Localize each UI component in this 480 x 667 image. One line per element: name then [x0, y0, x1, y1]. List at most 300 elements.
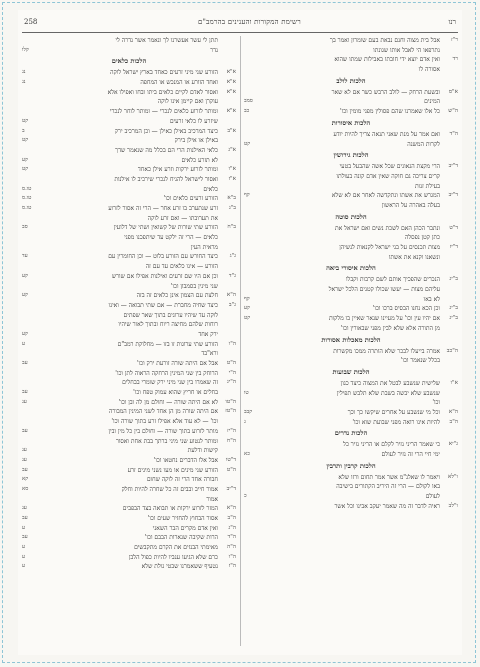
- line-text: ומותר לנטוע שני מיני ברתך בבת אחת ואסור: [115, 437, 218, 445]
- text-line: [244, 492, 458, 502]
- header-rule: [22, 32, 458, 33]
- text-line: [244, 182, 458, 192]
- line-text: מותר לזרוע בתוך שורה — וחולם בין כל מין ובין: [108, 427, 218, 435]
- line-text: אסורה לו: [418, 66, 440, 74]
- heading-text: הלכות נדרים: [334, 429, 368, 438]
- text-line: [244, 65, 458, 75]
- text-line: [244, 88, 458, 98]
- text-line: [244, 450, 458, 460]
- text-line: [22, 437, 236, 447]
- text-line: [22, 340, 236, 350]
- text-line: [22, 504, 236, 514]
- line-text: שני מינין בסמבון וכו': [170, 282, 218, 290]
- section-heading: [244, 366, 458, 379]
- source-reference: ד"יב: [448, 192, 458, 199]
- line-text: לקרות המשנה: [407, 140, 440, 148]
- text-line: [244, 418, 458, 428]
- text-line: [22, 330, 236, 340]
- line-text: באו לקולם — הרי זה היריב הקתורים בישיבה: [336, 483, 440, 491]
- source-reference: ד"יב: [448, 163, 458, 170]
- page-reference: קט: [22, 117, 29, 124]
- text-line: [22, 562, 236, 572]
- page-reference: עג: [22, 505, 27, 512]
- section-heading: [244, 75, 458, 88]
- source-reference: ה"כב: [446, 347, 458, 354]
- page-reference: קע: [244, 305, 250, 312]
- page-reference: קף: [244, 192, 250, 199]
- line-text: אמרה בייעלו לבכר שלא הותרה ממכו מקשרות: [333, 347, 440, 355]
- source-reference: א"ו: [450, 379, 458, 386]
- text-line: [244, 162, 458, 172]
- line-text: ואין אדם מקרים הבר השאני: [152, 524, 218, 532]
- text-line: [244, 398, 458, 408]
- line-text: עליהם מצות — יעשו שכולו קטנים הלכל ישראל: [328, 286, 440, 294]
- line-text: הרות שקיבה שנארות הבבם וכו': [144, 534, 218, 542]
- page-reference: קט: [22, 166, 29, 173]
- heading-text: הלכות כלאים: [111, 57, 147, 66]
- line-text: נתרפאו הי לאבל אותו שגונתו: [373, 46, 440, 54]
- text-line: [22, 46, 236, 56]
- line-text: קרים צריכה גם חוקה שאין אדם קונה בעולתו: [336, 172, 440, 180]
- source-reference: ג"יא: [448, 441, 458, 448]
- line-text: המזר לזרוע ירקות או תבואה בצד הבפבים: [122, 505, 218, 513]
- text-line: [22, 427, 236, 437]
- section-heading: [244, 117, 458, 130]
- document-page: [18, 10, 462, 655]
- line-text: וכו' — לא עוד אלא אפילו זרע בתוך שורה וכו': [111, 418, 218, 426]
- text-line: [22, 165, 236, 175]
- line-text: כלאים: [203, 185, 218, 193]
- text-line: [22, 398, 236, 408]
- page-reference: טו.ס: [22, 195, 32, 202]
- running-title: רשימת המקורות והענינים בהרמב"ם: [198, 18, 301, 26]
- source-reference: ה"ט: [226, 466, 236, 473]
- page-reference: עב: [22, 534, 28, 541]
- source-reference: ב"א: [227, 195, 236, 202]
- line-text: ובשעת הרחק — לולב הרבש כשר אם לא שאר: [331, 88, 440, 96]
- text-line: [244, 440, 458, 450]
- text-line: [22, 136, 236, 146]
- text-line: [22, 68, 236, 78]
- line-text: המגרש את אשתו ונתקדשה לאחר אם לא שלא: [331, 192, 440, 200]
- page-reference: ב: [22, 127, 25, 134]
- line-text: ומותר לזרוע ירקות וזרע אילן כאחד: [137, 166, 218, 174]
- line-text: תתן לי עשר אעשרנו לך ונאמר אשר נדרה לי: [115, 37, 218, 44]
- text-line: [22, 378, 236, 388]
- source-reference: רד: [452, 56, 458, 63]
- text-line: [22, 524, 236, 534]
- text-line: [22, 417, 236, 427]
- source-reference: ה"ד: [449, 130, 458, 137]
- line-text: וכל מי שנשבע על אחרים שיקשו כך וכך: [347, 408, 440, 416]
- line-text: ואסור לישראל להניח לנכרי שירכיב לו אילנות: [114, 175, 218, 183]
- text-line: [244, 36, 458, 46]
- source-reference: ד"ט: [449, 224, 458, 231]
- text-line: [244, 304, 458, 314]
- section-heading: [244, 211, 458, 224]
- line-text: אמור חייב ובבים זה כל שחרה להיות וחלק: [121, 485, 218, 493]
- source-reference: ד"יב: [226, 485, 236, 492]
- line-text: הזורע — אינו כלאים עד עם זה: [145, 263, 218, 271]
- left-column: [22, 36, 236, 648]
- line-text: ירק אחד: [198, 330, 218, 338]
- line-text: זרע שנתערב בו זרע אחר — הרי זה אסור לזרוע: [108, 205, 218, 212]
- text-line: [22, 456, 236, 466]
- line-text: בכלל שנאמר וכו': [400, 357, 440, 365]
- source-reference: ג"ג: [229, 253, 236, 260]
- text-line: [244, 46, 458, 56]
- text-line: [244, 201, 458, 211]
- page-reference: קבב: [244, 408, 253, 415]
- line-text: כיצד החורש עם הזורע בלוט — וכן החומרין עם: [108, 253, 218, 261]
- text-line: [22, 301, 236, 311]
- section-heading: [244, 262, 458, 275]
- text-line: [244, 55, 458, 65]
- source-reference: ה"ו: [228, 340, 236, 347]
- line-text: מן התורה אלא שלא לבין מפני שבאורין וכו': [340, 324, 440, 332]
- line-text: אם יהיו עין וכו' על מעיינו שנאר שאיין בו מלקות: [328, 315, 440, 323]
- page-reference: עב: [22, 389, 28, 396]
- text-line: [244, 389, 458, 399]
- line-text: שנשבע שלא יבשה בשבת שלא תלבש תפילין: [336, 389, 440, 397]
- page-reference: נג: [22, 69, 26, 76]
- line-text: הנכרים שהפכיך אותם לשם קרבות וקבלו: [346, 276, 440, 284]
- source-reference: ה"יז: [227, 427, 236, 434]
- line-text: שיזרע לו כלאי זרעים: [169, 117, 218, 125]
- line-text: כי שאמר הריני נזיר לקלם או הריני נזיר כל: [343, 441, 440, 449]
- page-reference: ע: [22, 340, 26, 347]
- page-reference: טו.ס: [22, 185, 32, 192]
- text-line: [22, 252, 236, 262]
- text-line: [22, 553, 236, 563]
- source-reference: ב"יג: [449, 305, 458, 312]
- source-reference: ב"ח: [227, 224, 236, 231]
- text-line: [244, 314, 458, 324]
- text-line: [22, 272, 236, 282]
- page-reference: נג: [22, 79, 26, 86]
- source-reference: ה"א: [226, 292, 236, 299]
- line-text: לא אם היתה שורה — וחולם מן לה ובן וכו': [118, 398, 218, 406]
- text-line: [22, 359, 236, 369]
- text-line: [22, 185, 236, 195]
- source-reference: ה"ו: [228, 553, 236, 560]
- page-reference: סא: [22, 485, 29, 492]
- source-reference: א"א: [226, 69, 236, 76]
- line-text: זה שאמרו בין שני מיני ירק שומרי בבחלים: [122, 379, 218, 387]
- source-reference: ה"ב: [227, 515, 236, 521]
- line-text: נטעיף ששאמרנו שבטי גולת שלא: [141, 563, 218, 571]
- line-text: אמור: [206, 495, 218, 503]
- text-line: [244, 379, 458, 389]
- source-reference: ר"ז: [451, 37, 458, 43]
- page-reference: קע: [22, 292, 28, 299]
- page-reference: טו: [244, 389, 249, 396]
- line-text: להיות אינו רואה מפני שבועת שוא וכו': [352, 418, 440, 426]
- text-line: [22, 175, 236, 185]
- line-text: הזורע שני מינים או מעו נשני מינים זרע: [127, 466, 218, 474]
- source-reference: ה"ב: [449, 418, 458, 425]
- source-reference: ה"ש: [448, 108, 458, 115]
- page-reference: קט: [244, 140, 251, 147]
- text-line: [244, 295, 458, 305]
- page-reference: קט: [22, 137, 29, 144]
- source-reference: א"ב: [227, 127, 236, 134]
- text-line: [22, 369, 236, 379]
- source-reference: ה"טו: [225, 398, 236, 405]
- column-divider: [240, 36, 241, 646]
- text-line: [244, 140, 458, 150]
- source-reference: א"ס: [448, 88, 458, 95]
- text-line: [244, 191, 458, 201]
- text-line: [22, 466, 236, 476]
- text-line: [22, 446, 236, 456]
- page-reference: עג: [22, 447, 27, 454]
- page-reference: קע: [22, 330, 28, 337]
- line-text: וכו': [432, 399, 440, 407]
- text-line: [22, 204, 236, 214]
- line-text: לוקה עד שיהיו ערוגים בתוך שאר שפתים: [123, 311, 218, 319]
- text-line: [22, 320, 236, 330]
- source-reference: ב"ג: [228, 205, 236, 211]
- source-reference: ה"טז: [225, 408, 236, 415]
- line-text: כיצד שחיה מחברת — אם שתי תבואה — ואינו: [108, 301, 218, 309]
- line-text: אבל אלו הדברים נחטאו וכו': [153, 456, 218, 464]
- line-text: מראית העין: [190, 243, 218, 251]
- line-text: ויאמר לו שאלנ"מ אשר אמר תחום ורזו שלא: [338, 473, 440, 481]
- source-reference: א"ו: [228, 166, 236, 173]
- page-reference: סמב: [244, 98, 253, 105]
- text-line: [22, 485, 236, 495]
- source-reference: ה"א: [226, 505, 236, 512]
- text-line: [244, 253, 458, 263]
- page-reference: כב: [244, 108, 250, 115]
- text-line: [22, 543, 236, 553]
- source-reference: א"א: [226, 79, 236, 86]
- text-line: [244, 130, 458, 140]
- line-text: אם היתה שורה מן הן אחד לשני המינין המבורה: [108, 408, 218, 416]
- section-heading: [22, 55, 236, 68]
- line-text: ואם אמר על מנת שאני תנאה צריך להיות יודע: [333, 130, 440, 138]
- page-reference: ע: [22, 563, 26, 570]
- line-text: ונשאנו וקנא את אשתו: [388, 253, 440, 261]
- line-text: הזורע זרעים כלאים וכו': [163, 195, 218, 203]
- text-line: [244, 97, 458, 107]
- text-line: [244, 347, 458, 357]
- line-text: מצות תכנסים על בני ישראל לקנאות לנשיהן: [339, 244, 440, 251]
- line-text: הזורע שתי שורות של קשואין ושתי של דלועין: [113, 224, 218, 232]
- line-text: וכן הכא נחנו הבסיס ברכו וכו': [372, 305, 440, 313]
- source-reference: ב"יג: [449, 315, 458, 322]
- text-line: [244, 473, 458, 483]
- text-line: [244, 502, 458, 512]
- line-text: לעולם: [425, 493, 440, 501]
- text-line: [244, 224, 458, 234]
- line-text: בעלה באהרה על הראשון: [381, 201, 440, 209]
- source-reference: ה"ט: [226, 360, 236, 366]
- heading-text: הלכות שבועות: [332, 367, 370, 376]
- page-reference: עג: [22, 398, 27, 405]
- text-line: [22, 243, 236, 253]
- line-text: את תערובתו — ואם זרע לוקה: [147, 214, 218, 222]
- heading-text: הלכות קרבין ותרבין: [326, 461, 376, 470]
- page-reference: קע: [22, 272, 28, 279]
- text-line: [22, 291, 236, 301]
- text-line: [22, 88, 236, 98]
- source-reference: ה"ד: [227, 534, 236, 541]
- text-line: [244, 285, 458, 295]
- page-reference: ג: [244, 418, 246, 425]
- text-line: [22, 282, 236, 292]
- line-text: אבל בית מצוה וחנם נבאת בעם שומרון ואמר בך: [329, 37, 440, 44]
- text-line: [22, 97, 236, 107]
- page-reference: קא: [22, 476, 29, 483]
- text-line: [244, 233, 458, 243]
- page-reference: קף: [244, 295, 250, 302]
- line-text: ואסור לאדם לקיים כלאים ביתו ובחו ואפילו אלא: [107, 88, 218, 96]
- page-reference: ע: [22, 553, 26, 560]
- section-heading: [244, 334, 458, 347]
- text-line: [244, 243, 458, 253]
- line-text: הרוחק בין שני המינין הרחקה הראוה לתן וכו': [115, 369, 218, 377]
- line-text: אבל אם היתה שורה זורעת ירק וכו': [137, 360, 218, 367]
- text-line: [244, 482, 458, 492]
- text-line: [244, 275, 458, 285]
- line-text: הרי מקצת הגאונים שכל אשה שהבעל בטעי: [339, 163, 440, 171]
- right-column: [244, 36, 458, 648]
- section-heading: [244, 427, 458, 440]
- line-text: נדר: [210, 46, 218, 54]
- text-line: [22, 223, 236, 233]
- text-line: [22, 475, 236, 485]
- source-reference: א"א: [226, 88, 236, 95]
- text-line: [22, 127, 236, 137]
- line-text: ואחד הזורע או המנכש או המחפה: [140, 79, 218, 87]
- line-text: וכן אם היו שם זרעים ואילנות אפילו אם שורש: [111, 272, 218, 280]
- text-line: [22, 349, 236, 359]
- text-line: [244, 107, 458, 117]
- source-reference: ו"לא: [448, 473, 458, 480]
- page-reference: ע: [22, 544, 26, 551]
- text-line: [22, 233, 236, 243]
- heading-text: הלכות איסורי ביאה: [326, 264, 376, 273]
- line-text: ראיה לדבר זה מה שאמר יעקב אבינו וכל אשר: [334, 502, 440, 510]
- page-number: 258: [24, 18, 38, 26]
- text-line: [22, 107, 236, 117]
- line-text: בחלים או חריץ שהוא עמוק טפח וכו': [133, 389, 218, 397]
- line-text: שלישית שנשבע לבטל את המצוה כיצד כגון: [340, 379, 440, 387]
- text-line: [22, 514, 236, 524]
- text-line: [22, 533, 236, 543]
- source-reference: ד"יז: [449, 244, 458, 250]
- heading-text: הלכות לולב: [336, 76, 366, 85]
- source-reference: א"א: [226, 108, 236, 115]
- line-text: חבורה אחד הרי זה לוקה שחום: [146, 476, 218, 484]
- page-reference: עג: [22, 456, 27, 463]
- text-line: [22, 495, 236, 505]
- page-reference: קט: [244, 315, 251, 322]
- line-text: ימי חיי הרי זה נזיר לעולם: [381, 451, 440, 458]
- line-text: עוקרן ואם קיימן אינו לוקה: [157, 98, 218, 106]
- section-heading: [244, 460, 458, 473]
- line-text: אסור הבחוץ להחזיר שעים וכו': [147, 515, 218, 522]
- line-text: כרם שלא הגיעו ענביו להיות כפול הלבן: [128, 553, 218, 561]
- page-marker: רנו: [448, 18, 456, 26]
- line-text: הזורע שני מיני זרעים כאחד בארץ ישראל לוקה: [110, 69, 218, 77]
- text-line: [244, 408, 458, 418]
- line-text: לא באו: [423, 295, 440, 303]
- source-reference: ג"ד: [228, 272, 236, 279]
- page-reference: קלו: [22, 46, 29, 53]
- text-line: [244, 172, 458, 182]
- line-text: ורא"בד: [201, 350, 218, 358]
- line-text: רוחות שלהם מחיצה ריוח ובתוך לאור שיהיו: [118, 321, 218, 329]
- page-reference: עד: [22, 253, 28, 260]
- source-reference: ה"י: [228, 369, 236, 376]
- source-reference: ג"ב: [228, 301, 236, 308]
- text-line: [22, 311, 236, 321]
- source-reference: ה"יג: [226, 379, 236, 386]
- source-reference: ה"ה: [226, 544, 236, 551]
- line-text: כתן קטן נפסלה: [404, 234, 440, 242]
- text-line: [22, 194, 236, 204]
- line-text: מאימתי הבנזים את הקרם מתקבשים: [134, 544, 218, 552]
- line-text: כלאים — הרי זה ילקט עד שיתפכנו מפני: [124, 234, 218, 242]
- page-reference: כ: [244, 493, 247, 500]
- source-reference: ה"ג: [228, 524, 236, 531]
- page-reference: כא: [244, 451, 250, 457]
- heading-text: הלכות גירושין: [333, 151, 369, 160]
- line-text: ומותר לזרוע כלאים לנכרי — ומותר לוחר לנכרי: [109, 108, 218, 116]
- section-heading: [244, 149, 458, 162]
- page-reference: עב: [22, 466, 28, 473]
- page-reference: עב: [22, 360, 28, 366]
- heading-text: הלכות איסורות: [331, 118, 371, 127]
- text-line: [22, 36, 236, 46]
- line-text: המינים: [424, 98, 440, 106]
- source-reference: א"ג: [228, 146, 236, 153]
- text-line: [22, 156, 236, 166]
- line-text: באילן או אילן בירק: [174, 137, 218, 145]
- source-reference: ה"ז: [228, 563, 236, 570]
- source-reference: ב"יג: [449, 276, 458, 283]
- page-reference: סב: [22, 224, 28, 231]
- page-reference: עב: [22, 427, 28, 434]
- line-text: כלאי האילנות הרי הם בכלל מה שנאמר שדך: [115, 146, 218, 154]
- text-line: [244, 356, 458, 366]
- source-reference: א"ז: [228, 175, 236, 182]
- heading-text: הלכות מאכלות אסורות: [321, 335, 381, 344]
- page-reference: ע: [22, 524, 26, 531]
- text-line: [22, 262, 236, 272]
- text-line: [244, 324, 458, 334]
- page-header: [18, 10, 462, 26]
- text-line: [22, 388, 236, 398]
- source-reference: ד"טו: [225, 456, 236, 463]
- text-line: [22, 117, 236, 127]
- page-reference: עב: [22, 515, 28, 521]
- source-reference: ה"א: [448, 408, 458, 415]
- text-line: [22, 78, 236, 88]
- text-line: [22, 214, 236, 224]
- line-text: לא תזרע כלאים: [181, 156, 218, 164]
- source-reference: ה"ח: [226, 437, 236, 444]
- text-line: [22, 407, 236, 417]
- line-text: כיצד המרכיב באילן כאילן — וכן המרכיב ירק: [114, 127, 218, 135]
- line-text: קישות ודלעת: [187, 447, 218, 455]
- page-reference: טו.ס: [22, 205, 32, 211]
- line-text: הזורע שתי ערוגות זו בזו — מחלוקת רמב"ם: [117, 340, 218, 348]
- text-line: [22, 146, 236, 156]
